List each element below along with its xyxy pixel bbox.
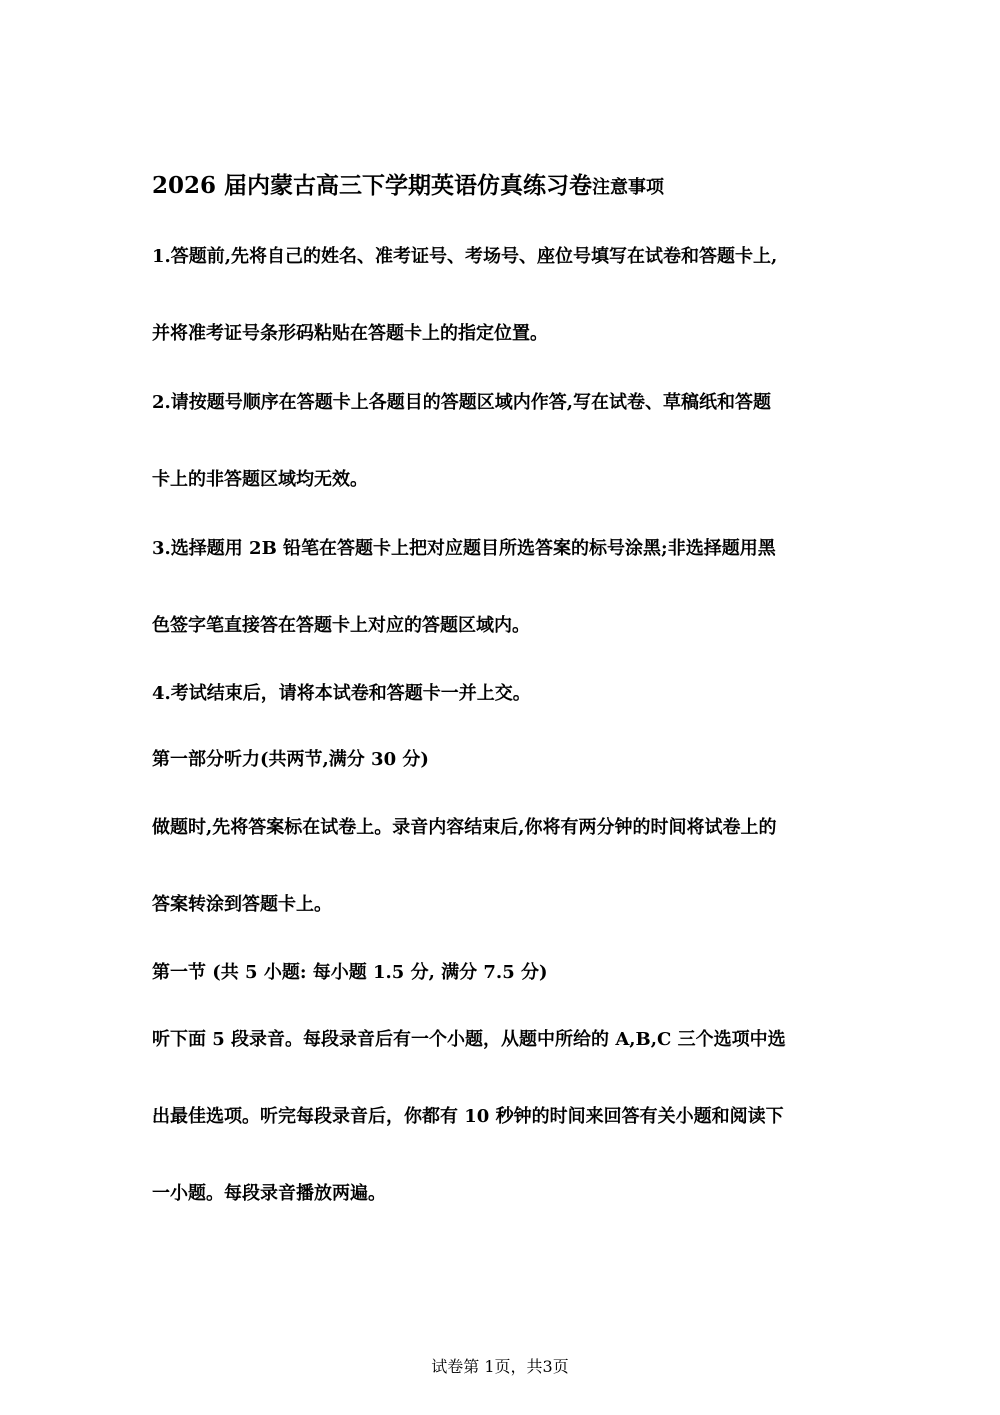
instruction-line-1: 做题时,先将答案标在试卷上。录音内容结束后,你将有两分钟的时间将试卷上的 (152, 817, 777, 838)
notice-item-2-line-2: 卡上的非答题区域均无效。 (152, 469, 368, 490)
listening-directions-line-3: 一小题。每段录音播放两遍。 (152, 1183, 386, 1204)
page-number-footer: 试卷第 1页，共3页 (431, 1357, 569, 1376)
notice-item-4: 4.考试结束后，请将本试卷和答题卡一并上交。 (152, 683, 531, 704)
notice-item-3-line-2: 色签字笔直接答在答题卡上对应的答题区域内。 (152, 615, 530, 636)
notice-item-1-line-2: 并将准考证号条形码粘贴在答题卡上的指定位置。 (152, 323, 548, 344)
document-title (152, 171, 664, 203)
instruction-line-2: 答案转涂到答题卡上。 (152, 894, 332, 915)
section-heading-part-1-section-1: 第一节 (共 5 小题: 每小题 1.5 分, 满分 7.5 分) (152, 962, 548, 983)
title-notice-label: 注意事项 (592, 177, 665, 198)
listening-directions-line-1: 听下面 5 段录音。每段录音后有一个小题，从题中所给的 A,B,C 三个选项中选 (152, 1029, 786, 1050)
listening-directions-line-2: 出最佳选项。听完每段录音后，你都有 10 秒钟的时间来回答有关小题和阅读下 (152, 1106, 784, 1127)
notice-item-2-line-1: 2.请按题号顺序在答题卡上各题目的答题区域内作答,写在试卷、草稿纸和答题 (152, 392, 772, 413)
notice-item-3-line-1: 3.选择题用 2B 铅笔在答题卡上把对应题目所选答案的标号涂黑;非选择题用黑 (152, 538, 776, 559)
section-heading-part-1: 第一部分听力(共两节,满分 30 分) (152, 749, 429, 770)
notice-item-1-line-1: 1.答题前,先将自己的姓名、准考证号、考场号、座位号填写在试卷和答题卡上, (152, 246, 778, 267)
title-main: 2026 届内蒙古高三下学期英语仿真练习卷 (152, 172, 593, 199)
